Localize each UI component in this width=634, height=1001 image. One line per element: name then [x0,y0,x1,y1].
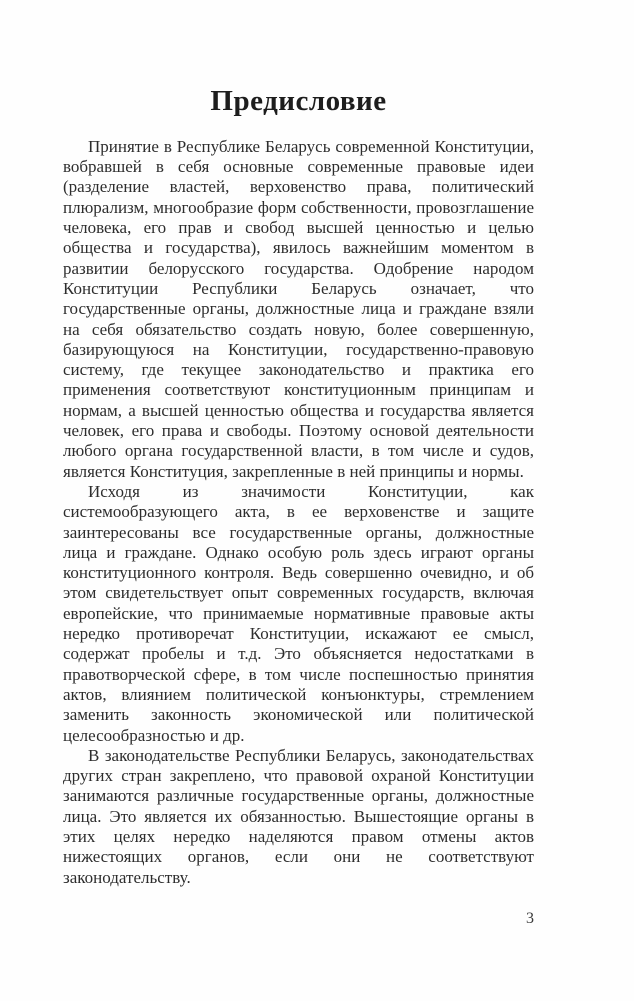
text-block [63,0,534,888]
paragraph: Исходя из значимости Конституции, как системообразующего акта, в ее верховенстве и защите заинтересованы все государственные органы, должностные лица и граждане. Однако особую роль здесь играют органы конституционного контроля. Ведь совершенно очевидно, и об этом свидетельствует опыт современных государств, включая европейские, что принимаемые нормативные правовые акты нередко противоречат Конституции, искажают ее смысл, содержат пробелы и т.д. Это объясняется недостатками в правотворческой сфере, в том числе поспешностью принятия актов, влиянием политической конъюнктуры, стремлением заменить законность экономической или политической целесообразностью и др. [63,481,534,745]
paragraph: Принятие в Республике Беларусь современной Конституции, вобравшей в себя основные современные правовые идеи (разделение властей, верховенство права, политический плюрализм, многообразие форм собственности, провозглашение человека, его прав и свобод высшей ценностью и целью общества и государства), явилось важнейшим моментом в развитии белорусского государства. Одобрение народом Конституции Республики Беларусь означает, что государственные органы, должностные лица и граждане взяли на себя обязательство создать новую, более совершенную, базирующуюся на Конституции, государственно-правовую систему, где текущее законодательство и практика его применения соответствуют конституционным принципам и нормам, а высшей ценностью общества и государства является человек, его права и свободы. Поэтому основой деятельности любого органа государственной власти, в том числе и судов, является Конституция, закрепленные в ней принципы и нормы. [63,136,534,481]
page-number: 3 [526,910,534,927]
paragraph: В законодательстве Республики Беларусь, законодательствах других стран закреплено, что правовой охраной Конституции занимаются различные государственные органы, должностные лица. Это является их обязанностью. Вышестоящие органы в этих целях нередко наделяются правом отмены актов нижестоящих органов, если они не соответствуют законодательству. [63,745,534,887]
page-title: Предисловие [210,85,387,117]
body-text [63,137,534,888]
